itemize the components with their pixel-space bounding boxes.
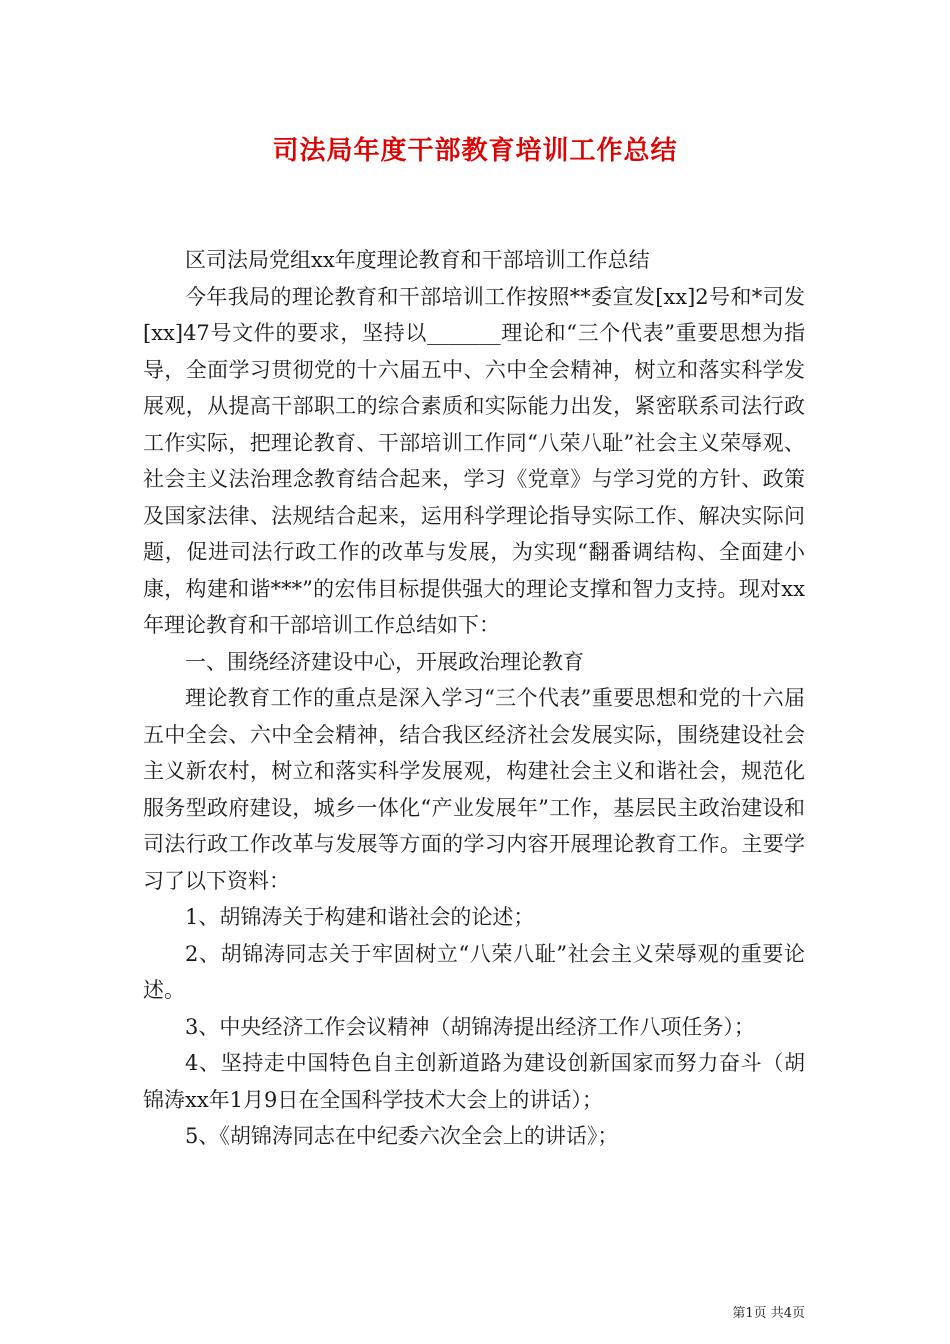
section-heading-1: 一、围绕经济建设中心，开展政治理论教育	[185, 649, 584, 674]
list-item: 4、坚持走中国特色自主创新道路为建设创新国家而努力奋斗（胡锦涛xx年1月9日在全国科学技术大会上的讲话）；	[143, 1051, 805, 1112]
document-body	[143, 242, 805, 1155]
list-item: 5、《胡锦涛同志在中纪委六次全会上的讲话》；	[185, 1124, 619, 1148]
list-item: 1、胡锦涛关于构建和谐社会的论述；	[185, 905, 535, 929]
list-item: 2、胡锦涛同志关于牢固树立“八荣八耻”社会主义荣辱观的重要论述。	[143, 941, 805, 1002]
document-title: 司法局年度干部教育培训工作总结	[272, 136, 678, 166]
paragraph-subtitle: 区司法局党组xx年度理论教育和干部培训工作总结	[185, 248, 650, 272]
page-number: 第1页 共4页	[732, 1306, 805, 1321]
paragraph-section-1: 理论教育工作的重点是深入学习“三个代表”重要思想和党的十六届五中全会、六中全会精神，结合我区经济社会发展实际，围绕建设社会主义新农村，树立和落实科学发展观，构建社会主义和谐社会，规范化服务型政府建设，城乡一体化“产业发展年”工作，基层民主政治建设和司法行政工作改革与发展等方面的学习内容开展理论教育工作。主要学习了以下资料：	[143, 686, 805, 893]
paragraph-intro: 今年我局的理论教育和干部培训工作按照**委宣发[xx]2号和*司发[xx]47号文件的要求，坚持以_______理论和“三个代表”重要思想为指导，全面学习贯彻党的十六届五中、六中全会精神，树立和落实科学发展观，从提高干部职工的综合素质和实际能力出发，紧密联系司法行政工作实际，把理论教育、干部培训工作同“八荣八耻”社会主义荣辱观、社会主义法治理念教育结合起来，学习《党章》与学习党的方针、政策及国家法律、法规结合起来，运用科学理论指导实际工作、解决实际问题，促进司法行政工作的改革与发展，为实现“翻番调结构、全面建小康，构建和谐***”的宏伟目标提供强大的理论支撑和智力支持。现对xx年理论教育和干部培训工作总结如下：	[143, 284, 805, 637]
list-item: 3、中央经济工作会议精神（胡锦涛提出经济工作八项任务）；	[185, 1014, 755, 1039]
